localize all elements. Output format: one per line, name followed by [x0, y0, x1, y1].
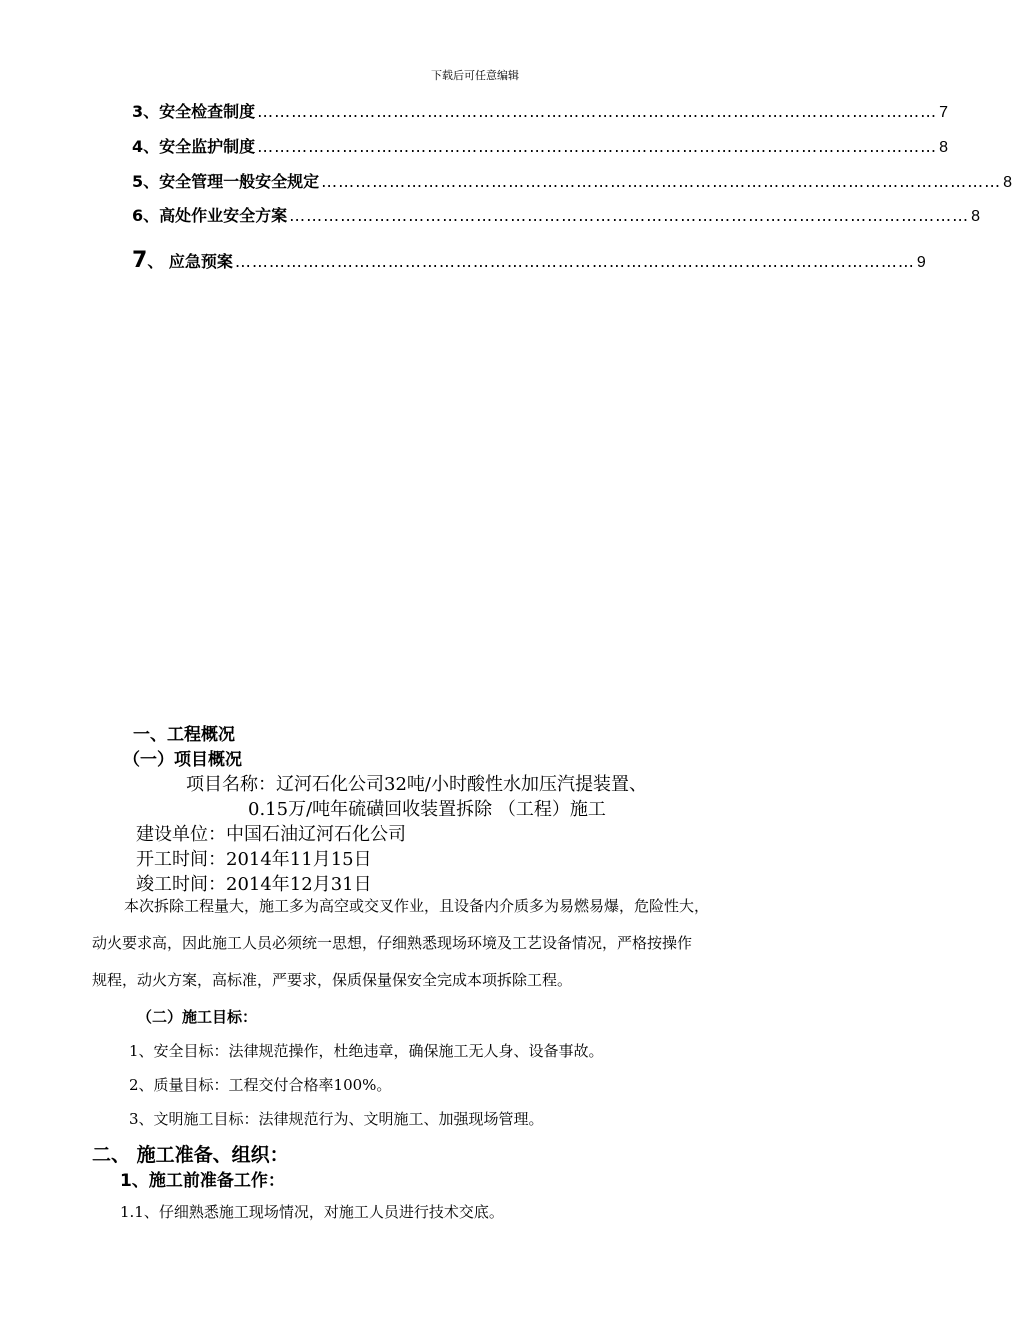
toc-label: 、 应急预案: [147, 252, 233, 271]
toc-entry[interactable]: [132, 99, 949, 122]
toc-leader: …………………………………………………………………………………………………………: [321, 172, 1002, 191]
project-name-line2: 0.15万/吨年硫磺回收装置拆除 （工程）施工: [248, 799, 606, 820]
page-header: 下载后可任意编辑: [431, 69, 519, 82]
toc-label: 5、安全管理一般安全规定: [132, 172, 320, 191]
toc-leader: …………………………………………………………………………………………………………: [289, 206, 970, 225]
toc-number: 7: [132, 248, 148, 273]
subsection-title: 1、施工前准备工作：: [120, 1171, 285, 1191]
toc-label: 3、安全检查制度: [132, 102, 256, 121]
toc-leader: …………………………………………………………………………………………………………: [257, 137, 938, 156]
toc-page: 8: [939, 139, 949, 156]
goal-item: 1、安全目标：法律规范操作，杜绝违章，确保施工无人身、设备事故。: [129, 1042, 604, 1060]
section-title: 二、 施工准备、组织：: [92, 1144, 289, 1166]
toc-label: 6、高处作业安全方案: [132, 206, 288, 225]
section-title: 一、工程概况: [133, 725, 235, 745]
toc-page: 8: [971, 208, 981, 225]
toc-label: 4、安全监护制度: [132, 137, 256, 156]
toc-page: 8: [1003, 174, 1012, 191]
goal-item: 2、质量目标：工程交付合格率100%。: [129, 1076, 392, 1094]
builder-line: 建设单位：中国石油辽河石化公司: [136, 824, 406, 845]
goal-item: 3、文明施工目标：法律规范行为、文明施工、加强现场管理。: [129, 1110, 544, 1128]
toc-entry[interactable]: [132, 134, 949, 157]
paragraph-line: 规程，动火方案，高标准，严要求，保质保量保安全完成本项拆除工程。: [92, 971, 573, 989]
project-name-line1: 项目名称：辽河石化公司32吨/小时酸性水加压汽提装置、: [186, 774, 647, 795]
toc-entry[interactable]: [132, 248, 926, 273]
toc-leader: …………………………………………………………………………………………………………: [234, 252, 915, 271]
end-date-line: 竣工时间：2014年12月31日: [136, 874, 372, 895]
toc-page: 7: [939, 104, 949, 121]
toc-entry[interactable]: [132, 169, 1012, 192]
toc-leader: …………………………………………………………………………………………………………: [257, 102, 938, 121]
toc-entry[interactable]: [132, 203, 981, 226]
paragraph-line: 本次拆除工程量大，施工多为高空或交叉作业，且设备内介质多为易燃易爆，危险性大，: [124, 897, 710, 915]
subsection-title: （二）施工目标：: [137, 1008, 258, 1026]
list-item: 1.1、仔细熟悉施工现场情况，对施工人员进行技术交底。: [120, 1203, 504, 1221]
toc-page: 9: [916, 254, 926, 271]
subsection-title: （一）项目概况: [123, 750, 242, 770]
start-date-line: 开工时间：2014年11月15日: [136, 849, 372, 870]
paragraph-line: 动火要求高，因此施工人员必须统一思想，仔细熟悉现场环境及工艺设备情况，严格按操作: [92, 934, 693, 952]
